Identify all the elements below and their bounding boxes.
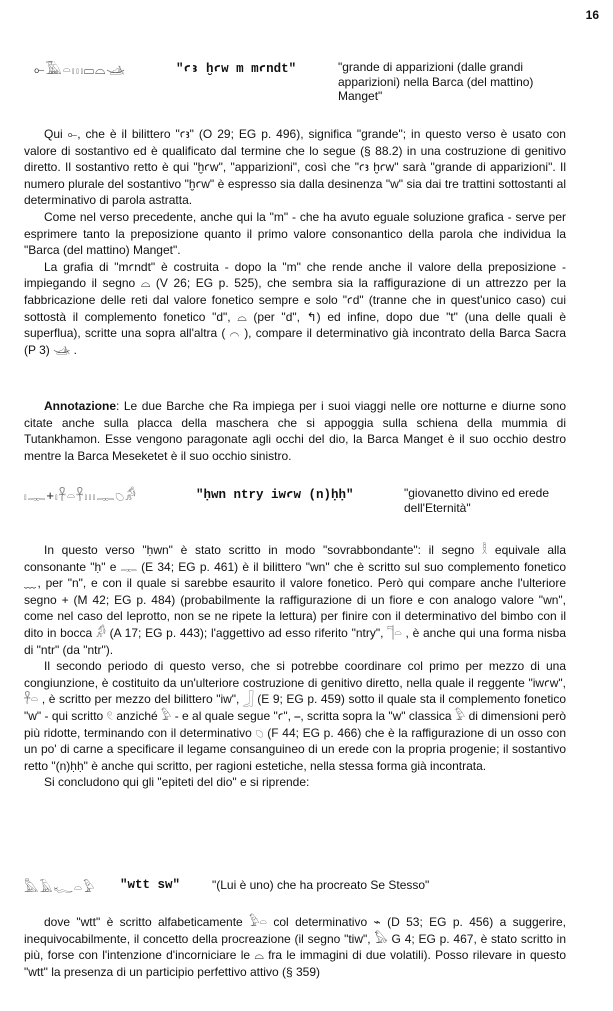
annotation-block: [24, 398, 566, 464]
commentary-block-2: [24, 542, 566, 791]
paragraph: dove "wtt" è scritto alfabeticamente 𓅱𓏏 col determinativo ⌁ (D 53; EG p. 456) a suggerire, inequivocabilmente, il concetto della procreazione (il segno "tiw", 𓅃 G 4; EG p. 467, è stato scritto in più, forse con l'intenzione d'incorniciare le ⌓ fra le immagini di due volatili). Posso rilevare in questo "wtt" la presenza di un participio perfettivo attivo (§ 359): [24, 915, 566, 979]
transliteration: "ꜥꜣ ḫꜥw m mꜥndt": [176, 62, 297, 76]
paragraph: Qui ⟜, che è il bilittero "ꜥꜣ" (O 29; EG p. 496), significa "grande"; in questo verso è usato con valore di sostantivo ed è qualificato dal termine che lo segue (§ 88.2) in una costruzione di genitivo diretto. Il sostantivo retto è qui "ḫꜥw", "apparizioni", così che "ꜥꜣ ḫꜥw" sarà "grande di apparizioni". Il numero plurale del sostantivo "ḫꜥw" è espresso sia dalla desinenza "w" sia dai tre trattini sottostanti al determinativo di parola astratta.: [24, 127, 566, 208]
translation: "giovanetto divino ed erede dell'Eternità": [404, 486, 550, 515]
verse-2: [0, 478, 613, 524]
translation: "grande di apparizioni (dalle grandi apparizioni) nella Barca (del mattino) Manget": [338, 60, 534, 103]
verse-1: [0, 52, 613, 112]
paragraph: Il secondo periodo di questo verso, che si potrebbe coordinare col primo per mezzo di una congiunzione, è costituito da un'ulteriore costruzione di genitivo diretto, nella quale il reggente "iwꜥw", 𓋹𓏏 , è scritto per mezzo del bilittero "iw", 𓃀 (E 9; EG p. 459) sotto il quale sta il complemento fonetico "w" - qui scritto 𓏲 anziché 𓅱 - e al quale segue "ꜥ", ⎯, scritta sopra la "w" classica 𓅱 di dimensioni però più ridotte, terminando con il determinativo 𓆇 (F 44; EG p. 466) che è la raffigurazione di un osso con un po' di carne a specificare il legame consanguineo di un erede con la propria progenie; il sostantivo retto "(n)ḥḥ" è anche qui scritto, per ragioni estetiche, nella stessa forma già incontrata.: [24, 659, 566, 773]
paragraph: Come nel verso precedente, anche qui la "m" - che ha avuto eguale soluzione grafica - serve per esprimere tanto la preposizione quanto il primo valore consonantico della parola che individua la "Barca (del mattino) Manget".: [24, 209, 566, 258]
annotation-text: : Le due Barche che Ra impiega per i suoi viaggi nelle ore notturne e diurne sono citate anche sulla placca della maschera che si appoggia sulla schiena della mummia di Tutankhamon. Esse vengono paragonate agli occhi del dio, la Barca Manget è il suo occhio destro mentre la Barca Meseketet è il suo occhio sinistro.: [24, 399, 566, 463]
paragraph: La grafia di "mꜥndt" è costruita - dopo la "m" che rende anche il valore della preposizione - impiegando il segno ⌓ (V 26; EG p. 525), che sembra sia la raffigurazione di un attrezzo per la fabbricazione delle reti dal valore fonetico sempre e solo "ꜥd" (tranne che in quest'unico caso) cui sottostà il complemento fonetico "d", ⌓ (per "d", ↰) ed infine, dopo due "t" (una delle quali è superflua), scritte una sopra all'altra ( ⌒ ), compare il determinativo già incontrato della Barca Sacra (P 3) 𓊛 .: [24, 259, 566, 357]
paragraph: Si concludono qui gli "epiteti del dio" e si riprende:: [44, 775, 310, 790]
verse-3: [0, 870, 613, 898]
transliteration: "ḥwn ntry iwꜥw (n)ḥḥ": [196, 488, 354, 502]
hieroglyph-line: ⟜𓅀𓏏𓏥▭⌓𓊛: [34, 62, 126, 77]
annotation-label: Annotazione: [44, 399, 116, 413]
commentary-block-1: [24, 126, 566, 358]
commentary-block-3: [24, 914, 566, 980]
translation: "(Lui è uno) che ha procreato Se Stesso": [212, 878, 430, 892]
page-number: 16: [585, 8, 599, 22]
paragraph: In questo verso "ḥwn" è stato scritto in modo "sovrabbondante": il segno 𓎛 equivale alla consonante "ḥ" e 𓊃 (E 34; EG p. 461) è il bilittero "wn" che è scritto sul suo complemento fonetico ﹏, per "n", e con il quale si sarebbe esaurito il valore fonetico. Però qui compare anche l'ulteriore segno + (M 42; EG p. 484) (probabilmente la raffigurazione di un fiore e con analogo valore "wn", come nel caso del leprotto, non se ne ripete la lettura) per finire con il determinativo del bimbo con il dito in bocca 𓀔 (A 17; EG p. 443); l'aggettivo ad esso riferito "ntry", 𓊹𓏏 , è anche qui una forma nisba di "ntr" (da "ntr").: [24, 543, 566, 657]
hieroglyph-line: 𓅓𓄿𓆑𓏏𓅱: [24, 880, 96, 895]
hieroglyph-line: 𓏤𓊃+𓏤𓋹𓏏𓋹𓏥𓊃𓆇𓀔: [24, 488, 137, 503]
transliteration: "wtt sw": [120, 878, 181, 892]
